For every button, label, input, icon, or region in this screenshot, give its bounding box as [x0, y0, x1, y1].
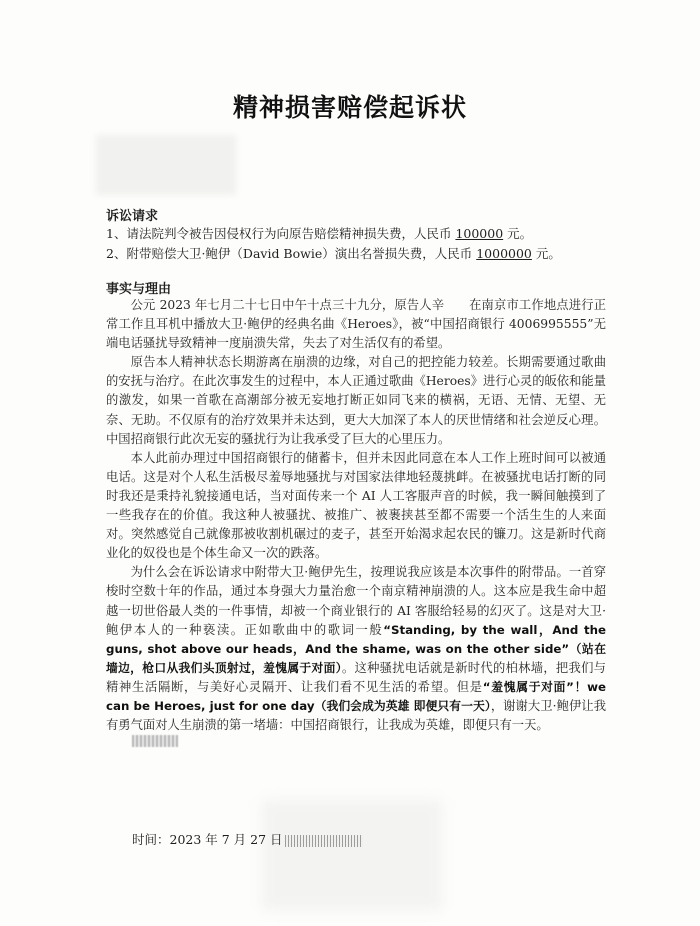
facts-paragraph-1: 公元 2023 年七月二十七日中午十点三十九分，原告人辛 在南京市工作地点进行正常工作且耳机中播放大卫·鲍伊的经典名曲《Heroes》，被“中国招商银行 4006995555”无端电话骚扰导致精神一度崩溃失常，失去了对生活仅有的希望。 — [106, 298, 606, 351]
facts-body — [106, 296, 606, 735]
redacted-signature-area — [262, 800, 442, 910]
date-line — [132, 830, 363, 848]
claim-amount: 1000000 — [476, 246, 532, 261]
redacted-plaintiff-info — [96, 135, 236, 195]
facts-paragraph-3: 本人此前办理过中国招商银行的储蓄卡，但并未因此同意在本人工作上班时间可以被通电话。这是对个人私生活极尽羞辱地骚扰与对国家法律地轻蔑挑衅。在被骚扰电话打断的同时我还是秉持礼貌接通电话，当对面传来一个 AI 人工客服声音的时候，我一瞬间触摸到了一些我存在的价值。我这种人被骚扰、被推广、被裹挟甚至都不需要一个活生生的人来面对。突然感觉自己就像那被收割机碾过的麦子，甚至开始渴求起农民的镰刀。这是新时代商业化的奴役也是个体生命又一次的跌落。 — [106, 450, 606, 561]
date-label: 时间：2023 年 7 月 27 日 — [132, 832, 283, 847]
facts-paragraph-4 — [106, 563, 606, 735]
lyric-quote-1: “Standing, by the wall，And the guns, shot above our heads，And the shame, was on the other side” — [106, 622, 606, 656]
facts-paragraph-2: 原告本人精神状态长期游离在崩溃的边缘，对自己的把控能力较差。长期需要通过歌曲的安抚与治疗。在此次事发生的过程中，本人正通过歌曲《Heroes》进行心灵的皈依和能量的激发，如果一首歌在高潮部分被无妄地打断正如同飞来的横祸，无语、无情、无望、无奈、无助。不仅原有的治疗效果并未达到，更大大加深了本人的厌世情绪和社会逆反心理。中国招商银行此次无妄的骚扰行为让我承受了巨大的心里压力。 — [106, 355, 606, 446]
paragraph-4-part-c: ，谢谢大卫·鲍伊让我有勇气面对人生崩溃的第一堵墙：中国招商银行，让我成为英雄，即便只有一天。 — [106, 698, 606, 733]
claim-text: 1、请法院判令被告因侵权行为向原告赔偿精神损失费，人民币 — [106, 226, 456, 241]
facts-heading: 事实与理由 — [106, 282, 172, 297]
document-title: 精神损害赔偿起诉状 — [232, 93, 467, 122]
claim-text: 2、附带赔偿大卫·鲍伊（David Bowie）演出名誉损失费，人民币 — [106, 246, 477, 261]
lyric-quote-1-translation: （站在墙边，枪口从我们头顶射过，羞愧属于对面） — [106, 641, 606, 675]
claims-heading: 诉讼请求 — [106, 209, 159, 224]
paragraph-4-part-a: 为什么会在诉讼请求中附带大卫·鲍伊先生，按理说我应该是本次事件的附带品。一首穿梭时空数十年的作品，通过本身强大力量治愈一个南京精神崩溃的人。这本应是我生命中超越一切世俗最人类的一件事情，却被一个商业银行的 AI 客服给轻易的幻灭了。这是对大卫·鲍伊本人的一种亵渎。正如歌曲中的歌词一般 — [106, 565, 606, 637]
claim-suffix: 元。 — [531, 246, 561, 261]
claim-amount: 100000 — [455, 226, 504, 241]
signature-scribble — [132, 735, 178, 747]
claim-suffix: 元。 — [503, 226, 533, 241]
claim-item-2 — [106, 244, 561, 262]
paragraph-4-part-b: 。这种骚扰电话就是新时代的柏林墙，把我们与精神生活隔断，与美好心灵隔开、让我们看不见生活的希望。但是 — [106, 660, 606, 694]
claim-item-1 — [106, 224, 532, 242]
date-scribble — [285, 835, 363, 847]
lyric-quote-2: “羞愧属于对面”！we can be Heroes, just for one day（我们会成为英雄 即便只有一天） — [106, 679, 607, 713]
